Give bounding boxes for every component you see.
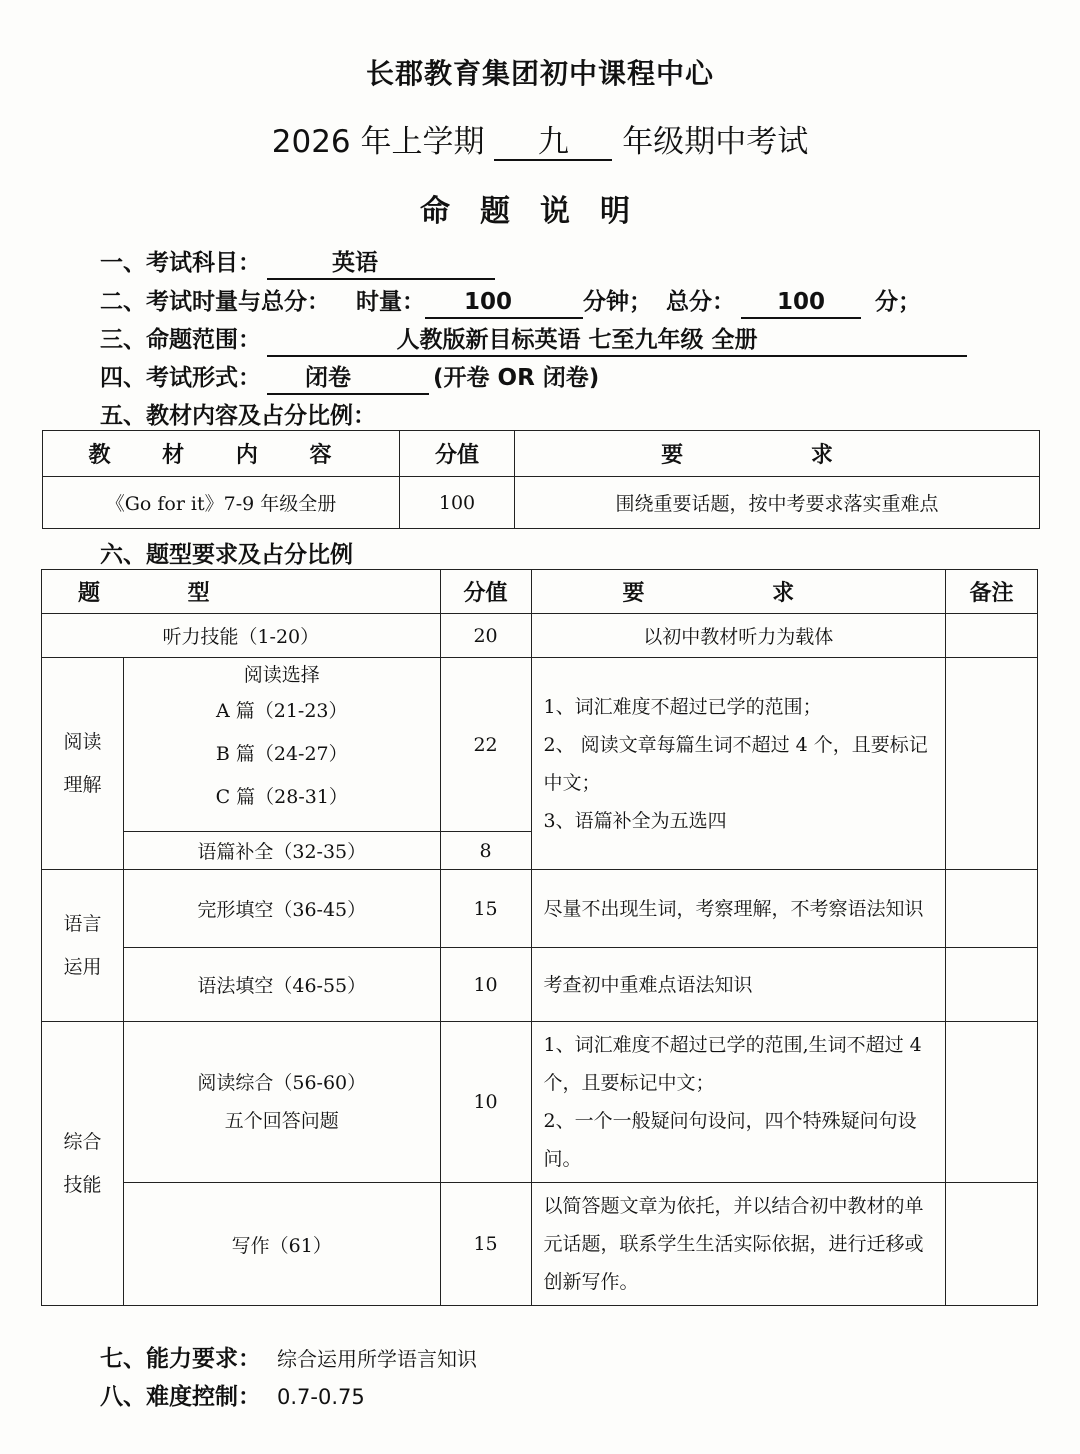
time-label: 二、考试时量与总分： <box>100 289 330 315</box>
header-content: 教 材 内 容 <box>43 431 400 477</box>
reading-req-2: 2、 阅读文章每篇生词不超过 4 个，且要标记中文； <box>543 733 928 794</box>
difficulty-label: 八、难度控制： <box>100 1384 261 1410</box>
language-cloze-req: 尽量不出现生词，考察理解，不考察语法知识 <box>531 870 946 948</box>
type-table-header <box>42 570 1038 614</box>
scope-label: 三、命题范围： <box>100 327 261 353</box>
form-line <box>100 359 599 395</box>
header-type: 题 型 <box>42 570 441 614</box>
difficulty-line <box>100 1378 365 1411</box>
table-row <box>42 870 1038 948</box>
content-cell: 《Go for it》7-9 年级全册 <box>43 477 400 529</box>
subject-line <box>100 244 495 280</box>
scope-line <box>100 321 967 357</box>
time-line <box>100 283 921 319</box>
header-requirement: 要 求 <box>515 431 1040 477</box>
form-value: 闭卷 <box>267 365 429 395</box>
reading-choice-cell <box>123 658 440 832</box>
form-note: (开卷 OR 闭卷) <box>433 365 600 391</box>
grammar-score: 10 <box>440 948 531 1022</box>
language-cloze-score: 15 <box>440 870 531 948</box>
difficulty-value: 0.7-0.75 <box>277 1385 365 1409</box>
integrated-reading-remarks <box>946 1022 1038 1183</box>
integrated-group: 综合 技能 <box>42 1022 124 1306</box>
listening-remarks <box>946 614 1038 658</box>
scope-value: 人教版新目标英语 七至九年级 全册 <box>267 327 967 357</box>
grammar-req: 考查初中重难点语法知识 <box>531 948 946 1022</box>
content-table <box>42 430 1040 529</box>
question-type-table <box>41 569 1038 1306</box>
integrated-reading-sub: 五个回答问题 <box>224 1110 339 1132</box>
header-score: 分值 <box>440 570 531 614</box>
total-unit: 分； <box>875 289 922 315</box>
writing-remarks <box>946 1183 1038 1306</box>
ability-line <box>100 1340 477 1373</box>
reading-req-1: 1、词汇难度不超过已学的范围； <box>543 695 822 718</box>
exam-title <box>0 116 1080 161</box>
table-row <box>42 614 1038 658</box>
reading-part-c: C 篇（28-31） <box>215 786 348 808</box>
reading-part-a: A 篇（21-23） <box>215 700 348 722</box>
integrated-reading-req-1: 1、词汇难度不超过已学的范围,生词不超过 4 个，且要标记中文； <box>543 1034 922 1094</box>
school-name: 长郡教育集团初中课程中心 <box>365 57 714 90</box>
subject-label: 一、考试科目： <box>100 250 261 276</box>
duration-unit: 分钟； <box>583 289 653 315</box>
reading-choice-score: 22 <box>440 658 531 832</box>
exam-suffix: 年级期中考试 <box>622 124 809 160</box>
ability-label: 七、能力要求： <box>100 1346 261 1372</box>
integrated-reading-req-2: 2、一个一般疑问句设问，四个特殊疑问句设问。 <box>543 1110 917 1170</box>
language-group: 语言 运用 <box>42 870 124 1022</box>
integrated-reading-cell <box>123 1022 440 1183</box>
total-value: 100 <box>741 289 861 319</box>
integrated-reading-req <box>531 1022 946 1183</box>
writing-req: 以简答题文章为依托，并以结合初中教材的单元话题，联系学生生活实际依据，进行迁移或创新写作。 <box>531 1183 946 1306</box>
listening-req: 以初中教材听力为载体 <box>531 614 946 658</box>
table-row <box>42 658 1038 832</box>
header-requirement: 要 求 <box>531 570 946 614</box>
header-score: 分值 <box>400 431 515 477</box>
language-cloze-remarks <box>946 870 1038 948</box>
form-label: 四、考试形式： <box>100 365 261 391</box>
score-cell: 100 <box>400 477 515 529</box>
requirement-cell: 围绕重要话题，按中考要求落实重难点 <box>515 477 1040 529</box>
table-row <box>43 477 1040 529</box>
duration-label: 时量： <box>356 289 426 315</box>
writing-name: 写作（61） <box>123 1183 440 1306</box>
content-label: 五、教材内容及占分比例： <box>100 403 376 429</box>
reading-cloze-name: 语篇补全（32-35） <box>123 832 440 870</box>
reading-remarks <box>946 658 1038 870</box>
reading-req <box>531 658 946 870</box>
listening-score: 20 <box>440 614 531 658</box>
header-remarks: 备注 <box>946 570 1038 614</box>
table-row <box>42 948 1038 1022</box>
integrated-reading-score: 10 <box>440 1022 531 1183</box>
listening-name: 听力技能（1-20） <box>42 614 441 658</box>
reading-part-b: B 篇（24-27） <box>215 743 348 765</box>
doc-title: 命题说明 <box>420 194 660 229</box>
content-table-header <box>43 431 1040 477</box>
subject-value: 英语 <box>267 250 495 280</box>
exam-prefix: 2026 年上学期 <box>271 124 485 160</box>
grammar-name: 语法填空（46-55） <box>123 948 440 1022</box>
reading-req-3: 3、语篇补全为五选四 <box>543 809 727 832</box>
writing-score: 15 <box>440 1183 531 1306</box>
duration-value: 100 <box>425 289 583 319</box>
integrated-reading-name: 阅读综合（56-60） <box>197 1072 367 1094</box>
language-cloze-name: 完形填空（36-45） <box>123 870 440 948</box>
reading-group: 阅读 理解 <box>42 658 124 870</box>
grammar-remarks <box>946 948 1038 1022</box>
ability-value: 综合运用所学语言知识 <box>277 1347 478 1371</box>
reading-cloze-score: 8 <box>440 832 531 870</box>
table-row <box>42 1183 1038 1306</box>
section6-label: 六、题型要求及占分比例 <box>100 542 353 568</box>
grade-value: 九 <box>494 125 612 161</box>
table-row <box>42 1022 1038 1183</box>
total-label: 总分： <box>666 289 736 315</box>
reading-choice-title: 阅读选择 <box>243 664 320 686</box>
